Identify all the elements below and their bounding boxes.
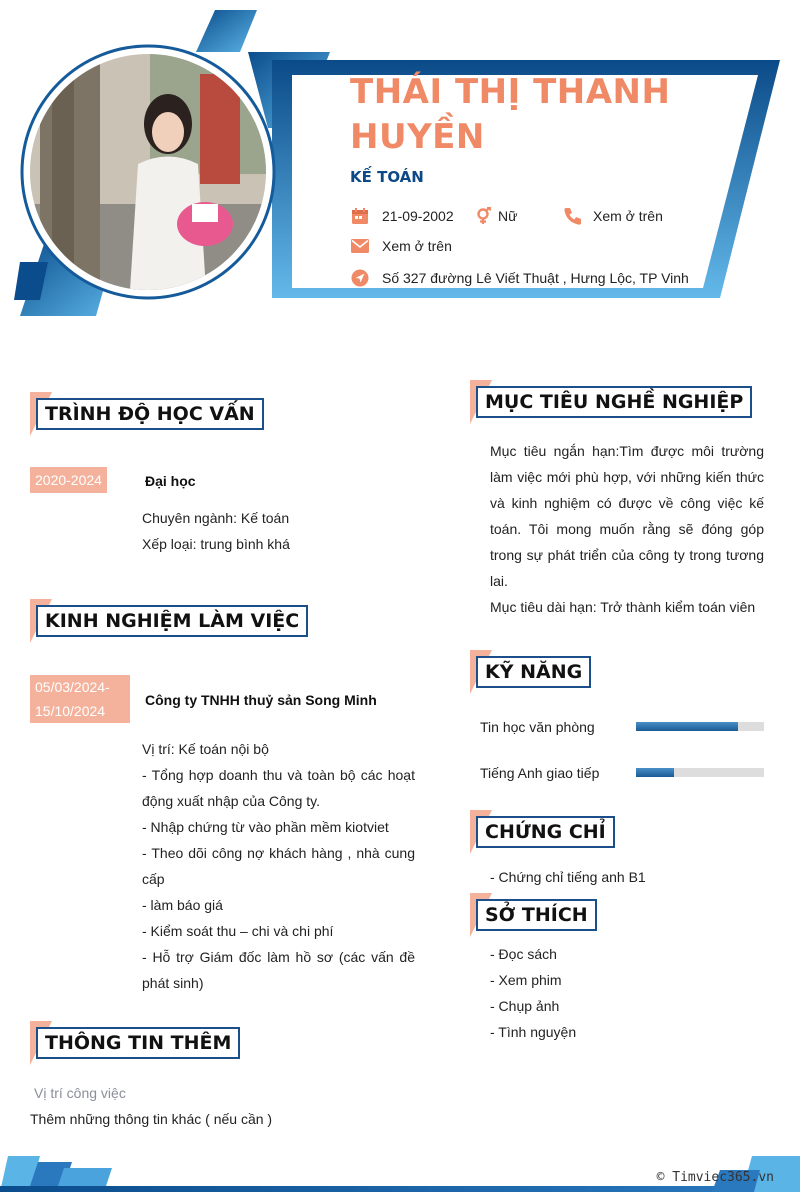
hobby-item: - Xem phim	[490, 972, 562, 988]
job-title: KẾ TOÁN	[350, 168, 424, 186]
objective-short-term: Mục tiêu ngắn hạn:Tìm được môi trường làm việc mới phù hợp, với những kiến thức và kinh nghiệm có được về công việc kế toán. Tôi mong muốn rằng sẽ đóng góp trong sự phát triển của công ty trong tương lai.	[490, 443, 764, 589]
skill-bar-fill	[636, 722, 738, 731]
duty-item: - Kiểm soát thu – chi và chi phí	[142, 923, 334, 939]
skill-bar-fill	[636, 768, 674, 777]
education-school: Đại học	[145, 473, 196, 489]
duty-item: - làm báo giá	[142, 897, 223, 913]
avatar	[30, 54, 266, 290]
duty-item: - Tổng hợp doanh thu và toàn bộ các hoạt động xuất nhập của Công ty.	[142, 767, 415, 809]
education-period: 2020-2024	[30, 467, 107, 493]
skill-bar	[636, 722, 764, 731]
gender-icon	[474, 206, 494, 226]
address-row	[350, 268, 689, 288]
experience-duties	[142, 762, 415, 996]
birthday-row	[350, 206, 454, 226]
address-value: Số 327 đường Lê Viết Thuật , Hưng Lộc, TP Vinh	[382, 270, 689, 286]
skill-name: Tiếng Anh giao tiếp	[480, 765, 600, 781]
extra-label: Vị trí công việc	[34, 1085, 126, 1101]
hobby-item: - Tình nguyện	[490, 1024, 577, 1040]
duty-item: - Theo dõi công nợ khách hàng , nhà cung cấp	[142, 845, 415, 887]
duty-item: - Nhập chứng từ vào phần mềm kiotviet	[142, 819, 389, 835]
copyright: © Timviec365.vn	[656, 1170, 774, 1185]
duty-item: - Hỗ trợ Giám đốc làm hồ sơ (các vấn đề phát sinh)	[142, 949, 415, 991]
email-row	[350, 236, 452, 256]
hobby-item: - Chụp ảnh	[490, 998, 560, 1014]
experience-company: Công ty TNHH thuỷ sản Song Minh	[145, 692, 377, 708]
objective-long-term: Mục tiêu dài hạn: Trở thành kiểm toán viên	[490, 599, 756, 615]
gender-row	[474, 206, 517, 226]
certificate-item: - Chứng chỉ tiếng anh B1	[490, 869, 646, 885]
candidate-name: THÁI THỊ THANH HUYỀN	[350, 72, 671, 157]
calendar-icon	[350, 206, 370, 226]
extra-text: Thêm những thông tin khác ( nếu cần )	[30, 1111, 273, 1127]
phone-icon	[563, 206, 583, 226]
email-icon	[350, 236, 370, 256]
location-icon	[350, 268, 370, 288]
experience-period: 05/03/2024-15/10/2024	[30, 675, 130, 723]
hobbies-list	[490, 941, 576, 1045]
skill-name: Tin học văn phòng	[480, 719, 595, 735]
birthday-value: 21-09-2002	[382, 208, 454, 224]
hobby-item: - Đọc sách	[490, 946, 557, 962]
phone-value: Xem ở trên	[593, 208, 663, 224]
phone-row	[563, 206, 663, 226]
education-grade: Xếp loại: trung bình khá	[142, 536, 290, 552]
experience-position: Vị trí: Kế toán nội bộ	[142, 741, 269, 757]
education-major: Chuyên ngành: Kế toán	[142, 510, 290, 526]
gender-value: Nữ	[498, 208, 518, 224]
email-value: Xem ở trên	[382, 238, 452, 254]
skill-bar	[636, 768, 764, 777]
